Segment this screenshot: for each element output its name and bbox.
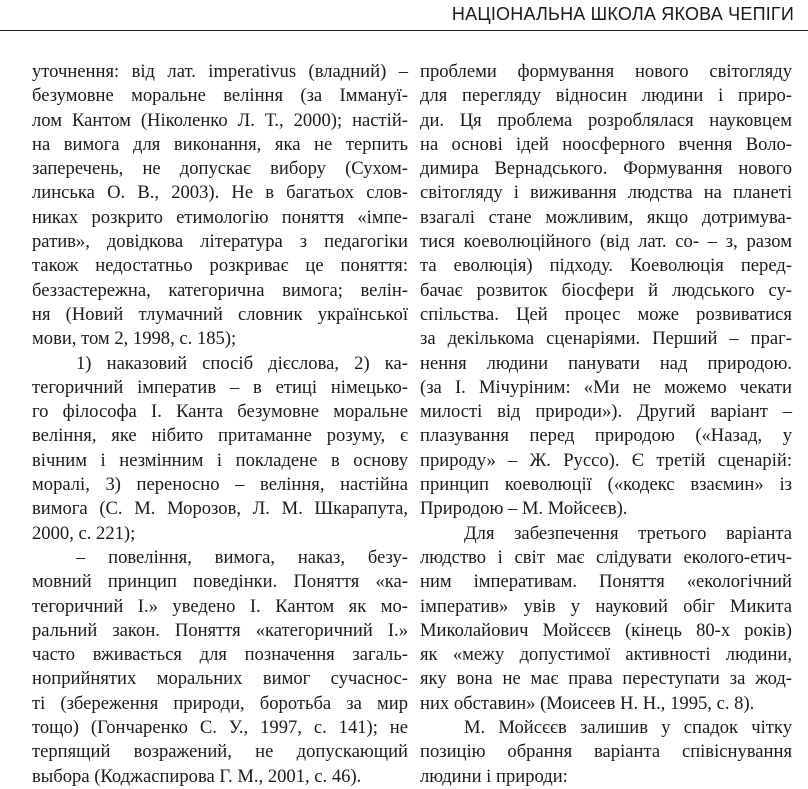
text-line: моралі, 3) переносно – веління, настійна (32, 474, 408, 496)
text-line: (за І. Мічуріним: «Ми не можемо чекати (420, 376, 792, 398)
text-line: выбора (Коджаспирова Г. М., 2001, с. 46). (32, 765, 362, 787)
text-line: плазування перед природою («Назад, у (420, 425, 792, 447)
text-line: лом Кантом (Ніколенко Л. Т., 2000); настій- (32, 109, 408, 131)
text-line: ди. Ця проблема розроблялася науковцем (420, 109, 792, 131)
text-line: М. Мойсєєв залишив у спадок чітку (464, 717, 792, 739)
text-line: мовний принцип поведінки. Поняття «ка- (32, 571, 408, 593)
text-line: 1) наказовий спосіб дієслова, 2) ка- (76, 352, 408, 374)
text-line: 2000, с. 221); (32, 522, 136, 544)
text-line: тощо) (Гончаренко С. У., 1997, с. 141); не (32, 717, 408, 739)
text-line: на основі ідей ноосферного вчення Воло- (420, 133, 792, 155)
text-line: – повеління, вимога, наказ, безу- (76, 546, 408, 568)
text-line: вічним і незмінним і покладене в основу (32, 449, 408, 471)
text-line: нення людини панувати над природою. (420, 352, 792, 374)
text-line: проблеми формування нового світогляду (420, 61, 792, 82)
text-line: тися коеволюційного (від лат. со- – з, разом (420, 231, 792, 253)
text-line: Для забезпечення третього варіанта (464, 522, 792, 544)
running-header-title: НАЦІОНАЛЬНА ШКОЛА ЯКОВА ЧЕПІГИ (451, 4, 794, 24)
text-line: димира Вернадського. Формування нового (420, 158, 792, 180)
text-line: ним імперативам. Поняття «екологічний (420, 571, 792, 593)
text-line: мови, том 2, 1998, с. 185); (32, 328, 237, 350)
text-line: ня (Новий тлумачний словник української (32, 303, 408, 325)
text-line: тегоричний імператив – в етиці німецько- (32, 376, 408, 398)
text-line: ратив», довідкова література з педагогіки (32, 231, 408, 253)
text-line: линська О. В., 2003). Не в багатьох слов- (32, 182, 408, 204)
text-line: го філософа І. Канта безумовне моральне (32, 401, 408, 423)
text-line: веління, яке нібито притаманне розуму, є (32, 425, 408, 447)
text-line: та еволюція) підходу. Коеволюція перед- (420, 255, 792, 277)
text-line: тегоричний І.» уведено І. Кантом як мо- (32, 595, 408, 617)
text-line: яку вона не має права переступати за жод- (420, 668, 792, 690)
text-line: беззастережна, категорична вимога; велін- (32, 279, 408, 301)
text-line: взагалі стане можливим, якщо дотримува- (420, 206, 792, 228)
text-line: за декількома сценаріями. Перший – праг- (420, 328, 792, 350)
text-line: принцип коеволюції («кодекс взаємин» із (420, 474, 792, 496)
text-line: Природою – М. Мойсеєв). (420, 498, 628, 520)
text-line: імператив» увів у науковий обіг Микита (420, 595, 792, 617)
text-line: бачає розвиток біосфери й людського су- (420, 279, 792, 301)
text-line: спільства. Цей процес може розвиватися (420, 303, 792, 325)
text-line: ті (збереження природи, боротьба за мир (32, 692, 408, 714)
text-line: на вимога для виконання, яка не терпить (32, 133, 408, 155)
left-text-column (32, 60, 408, 789)
text-line: уточнення: від лат. imperativus (владний) – (32, 61, 408, 82)
text-line: часто вживається для позначення загаль- (32, 644, 408, 666)
text-line: також недостатньо розкриває це поняття: (32, 255, 408, 277)
text-line: позицію обрання варіанта співіснування (420, 741, 792, 763)
right-text-column (420, 60, 792, 789)
text-line: заперечень, не допускає вибору (Сухом- (32, 158, 408, 180)
text-line: як «межу допустимої активності людини, (420, 644, 792, 666)
text-line: людство і світ має слідувати еколого-етич- (420, 546, 792, 568)
text-line: безумовне моральне веління (за Іммануї- (32, 85, 408, 107)
text-line: милості від природи»). Другий варіант – (420, 401, 792, 423)
text-line: Миколайович Мойсєєв (кінець 80-х років) (420, 619, 792, 641)
text-line: природу» – Ж. Руссо). Є третій сценарій: (420, 449, 792, 471)
running-header (0, 0, 808, 31)
text-line: никах розкрито етимологію поняття «імпе- (32, 206, 408, 228)
text-line: них обставин» (Моисеев Н. Н., 1995, с. 8). (420, 692, 755, 714)
text-line: світогляду і виживання людства на планеті (420, 182, 792, 204)
text-line: вимога (С. М. Морозов, Л. М. Шкарапута, (32, 498, 408, 520)
text-line: ральний закон. Поняття «категоричний І.» (32, 619, 408, 641)
text-line: для перегляду відносин людини і приро- (420, 85, 792, 107)
text-line: ноприйнятих моральних вимог сучаснос- (32, 668, 408, 690)
text-line: терпящий возражений, не допускающий (32, 741, 408, 763)
text-line: людини і природи: (420, 765, 568, 787)
